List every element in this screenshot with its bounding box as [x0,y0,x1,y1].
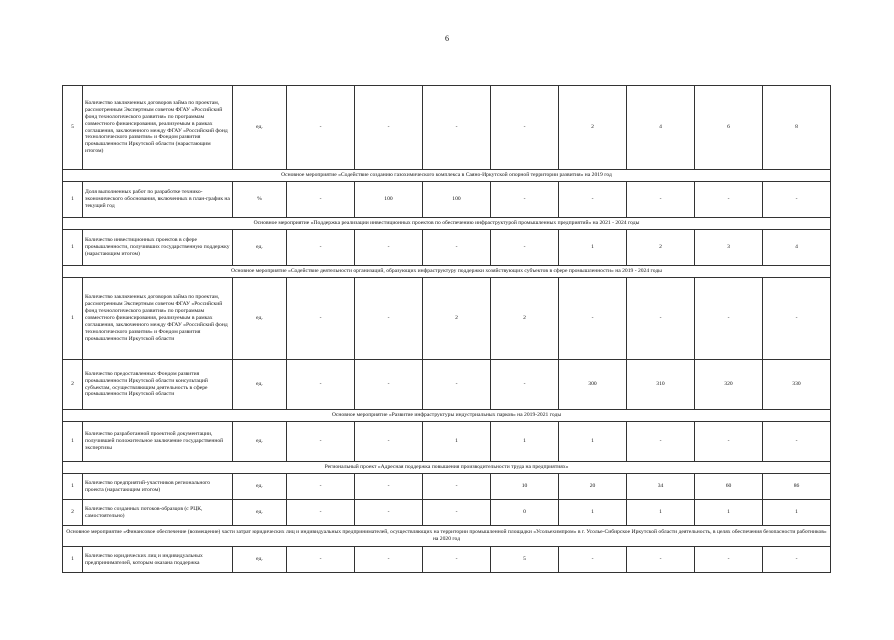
value-cell: 86 [763,474,831,500]
value-cell: - [627,422,695,462]
section-title: Основное мероприятие «Финансовое обеспечение (возмещение) части затрат юридических лиц и индивидуальных предпринимателей, осуществляющих на территории промышленной площадки «Усольехимпром» в г. Усолье-Сибирское Иркутской области деятельность, в целях обеспечения безопасности работников» на 2020 год [63,526,831,547]
indicator-name: Количество заключенных договоров займа по проектам, рассмотренным Экспертным советом ФГАУ «Российский фонд технологического развития» по программам совместного финансирования, реализуемым в рамках соглашения, заключенного между ФГАУ «Российский фонд технологического развития» и Фондом развития промышленности Иркутской области [83,278,233,360]
value-cell: - [559,278,627,360]
section-heading-row [63,170,831,182]
value-cell: - [355,422,423,462]
value-cell: - [423,500,491,526]
value-cell: - [287,422,355,462]
value-cell: 3 [695,230,763,266]
value-cell: - [695,278,763,360]
value-cell: - [491,360,559,410]
value-cell: - [287,360,355,410]
value-cell: - [287,500,355,526]
value-cell: - [287,230,355,266]
value-cell: 34 [627,474,695,500]
indicator-name: Количество созданных потоков-образцов (с РЦК, самостоятельно) [83,500,233,526]
value-cell: - [355,278,423,360]
section-heading-row [63,526,831,547]
unit-cell: ед. [233,500,287,526]
value-cell: 60 [695,474,763,500]
unit-cell: ед. [233,547,287,573]
row-number: 2 [63,360,83,410]
value-cell: 310 [627,360,695,410]
value-cell: 1 [559,230,627,266]
value-cell: 20 [559,474,627,500]
value-cell: - [287,474,355,500]
value-cell: - [559,182,627,218]
row-number: 1 [63,474,83,500]
value-cell: - [423,230,491,266]
section-title: Основное мероприятие «Развитие инфраструктуры индустриальных парков» на 2019-2021 годы [63,410,831,422]
value-cell: - [355,86,423,170]
row-number: 1 [63,547,83,573]
value-cell: 6 [695,86,763,170]
value-cell: - [491,86,559,170]
value-cell: - [695,182,763,218]
value-cell: 2 [559,86,627,170]
value-cell: - [559,547,627,573]
indicator-row [63,182,831,218]
value-cell: 330 [763,360,831,410]
row-number: 1 [63,278,83,360]
unit-cell: ед. [233,422,287,462]
value-cell: 320 [695,360,763,410]
section-title: Основное мероприятие «Поддержка реализации инвестиционных проектов по обеспечению инфраструктурой промышленных предприятий» на 2021 - 2024 годы [63,218,831,230]
value-cell: 5 [491,547,559,573]
indicator-row [63,422,831,462]
value-cell: 1 [559,500,627,526]
indicator-name: Количество заключенных договоров займа по проектам, рассмотренным Экспертным советом ФГАУ «Российский фонд технологического развития» по программам совместного финансирования, реализуемым в рамках соглашения, заключенного между ФГАУ «Российский фонд технологического развития» и Фондом развития промышленности Иркутской области (нарастающим итогом) [83,86,233,170]
unit-cell: % [233,182,287,218]
value-cell: 1 [763,500,831,526]
indicator-row [63,278,831,360]
value-cell: - [355,230,423,266]
value-cell: - [423,474,491,500]
value-cell: 4 [763,230,831,266]
indicator-name: Количество предоставленных Фондом развития промышленности Иркутской области консультаций субъектам, осуществляющим деятельность в сфере промышленности Иркутской области [83,360,233,410]
value-cell: - [287,182,355,218]
indicator-row [63,547,831,573]
value-cell: - [695,422,763,462]
value-cell: - [627,278,695,360]
indicator-row [63,500,831,526]
indicator-row [63,474,831,500]
unit-cell: ед. [233,230,287,266]
value-cell: 2 [491,278,559,360]
row-number: 1 [63,422,83,462]
value-cell: - [491,182,559,218]
value-cell: 10 [491,474,559,500]
section-title: Региональный проект «Адресная поддержка повышения производительности труда на предприятиях» [63,462,831,474]
value-cell: 0 [491,500,559,526]
value-cell: - [763,278,831,360]
value-cell: - [763,422,831,462]
section-heading-row [63,462,831,474]
unit-cell: ед. [233,474,287,500]
section-heading-row [63,410,831,422]
indicator-row [63,86,831,170]
value-cell: - [627,547,695,573]
indicator-name: Количество разработанной проектной документации, получившей положительное заключение государственной экспертизы [83,422,233,462]
value-cell: - [423,547,491,573]
row-number: 1 [63,230,83,266]
row-number: 1 [63,182,83,218]
unit-cell: ед. [233,360,287,410]
value-cell: 4 [627,86,695,170]
row-number: 5 [63,86,83,170]
value-cell: - [763,182,831,218]
value-cell: - [627,182,695,218]
value-cell: 8 [763,86,831,170]
section-title: Основное мероприятие «Содействие созданию газохимического комплекса в Саяно-Иркутской опорной территории развития» на 2019 год [63,170,831,182]
value-cell: - [763,547,831,573]
table-body [63,86,831,573]
value-cell: 1 [695,500,763,526]
section-heading-row [63,266,831,278]
value-cell: - [287,86,355,170]
value-cell: 300 [559,360,627,410]
value-cell: - [491,230,559,266]
value-cell: - [355,474,423,500]
unit-cell: ед. [233,86,287,170]
value-cell: 1 [423,422,491,462]
indicator-name: Доля выполненных работ по разработке технико-экономического обоснования, включенных в план-график на текущий год [83,182,233,218]
value-cell: - [423,360,491,410]
indicator-row [63,230,831,266]
indicator-name: Количество инвестиционных проектов в сфере промышленности, получивших государственную поддержку (нарастающим итогом) [83,230,233,266]
value-cell: 2 [627,230,695,266]
row-number: 2 [63,500,83,526]
value-cell: 1 [491,422,559,462]
indicator-name: Количество юридических лиц и индивидуальных предпринимателей, которым оказана поддержка [83,547,233,573]
section-heading-row [63,218,831,230]
section-title: Основное мероприятие «Содействие деятельности организаций, образующих инфраструктуру поддержки хозяйствующих субъектов в сфере промышленности» на 2019 - 2024 годы [63,266,831,278]
value-cell: - [423,86,491,170]
value-cell: 1 [559,422,627,462]
value-cell: - [355,547,423,573]
value-cell: - [695,547,763,573]
value-cell: 1 [627,500,695,526]
unit-cell: ед. [233,278,287,360]
indicators-table [62,85,831,573]
value-cell: 2 [423,278,491,360]
value-cell: - [287,278,355,360]
value-cell: - [355,500,423,526]
indicator-name: Количество предприятий-участников регионального проекта (нарастающим итогом) [83,474,233,500]
value-cell: 100 [355,182,423,218]
value-cell: - [287,547,355,573]
page-number: 6 [445,34,449,43]
value-cell: - [355,360,423,410]
indicator-row [63,360,831,410]
value-cell: 100 [423,182,491,218]
